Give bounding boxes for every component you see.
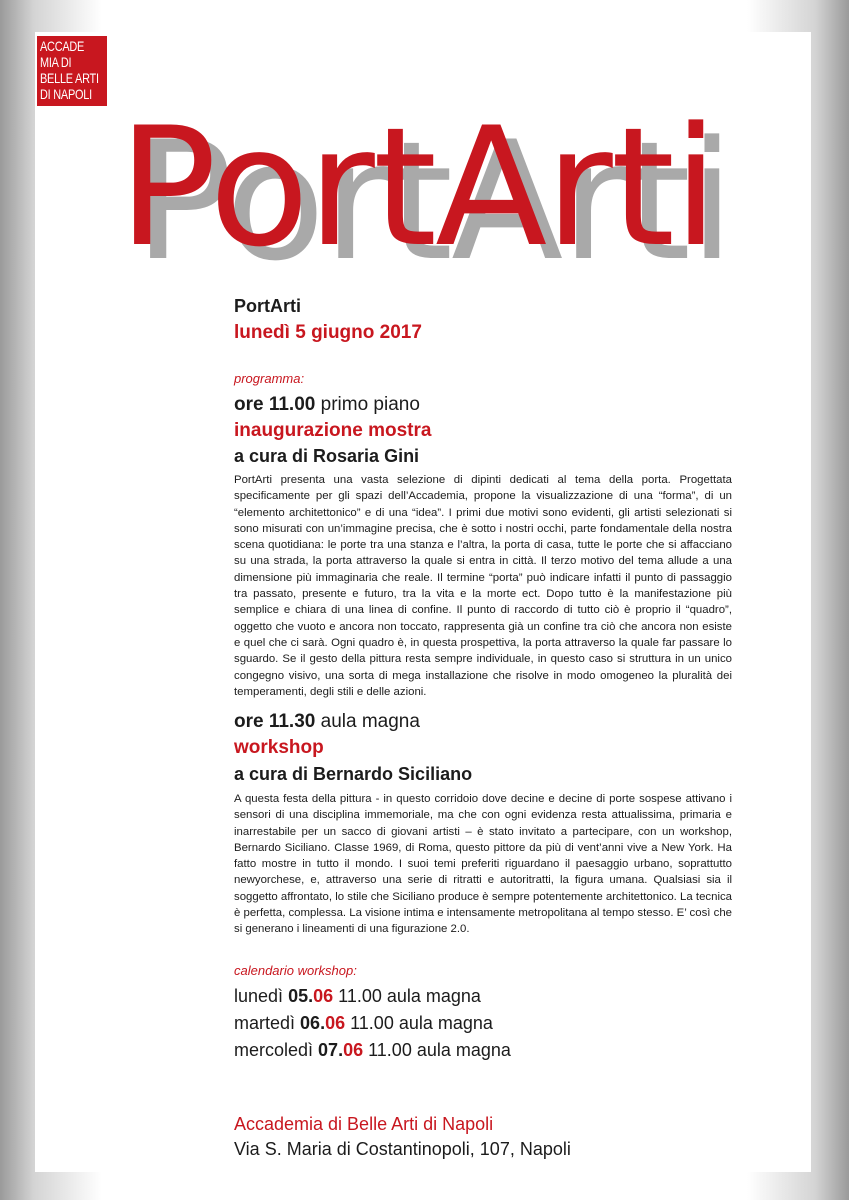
calendar-time-place: 11.00 aula magna xyxy=(338,986,481,1006)
poster-title: PortArti xyxy=(118,92,717,283)
logo-line-4: DI NAPOLI xyxy=(40,86,92,102)
footer-address: Via S. Maria di Costantinopoli, 107, Napoli xyxy=(234,1139,571,1159)
event1-time: ore 11.00 xyxy=(234,394,316,415)
logo-line-3: BELLE ARTI xyxy=(40,70,99,86)
calendar-date-month: 06 xyxy=(343,1040,364,1060)
event-date: lunedì 5 giugno 2017 xyxy=(234,322,422,343)
academy-logo xyxy=(37,36,107,106)
footer-academy-name: Accademia di Belle Arti di Napoli xyxy=(234,1114,494,1134)
calendar-row xyxy=(234,1013,732,1034)
calendar-day: martedì xyxy=(234,1013,296,1033)
calendar-date-month: 06 xyxy=(325,1013,346,1033)
event1-title: inaugurazione mostra xyxy=(234,420,432,441)
calendar-time-place: 11.00 aula magna xyxy=(368,1040,511,1060)
event1-description: PortArti presenta una vasta selezione di dipinti dedicati al tema della porta. Progettata specificamente per gli spazi dell’Accademia, propone la visualizzazione di una “forma”, di un “elemento architettonico” e di una “idea”. I primi due motivi sono evidenti, gli artisti selezionati si sono misurati con un’immagine precisa, che è sotto i nostri occhi, parte fondamentale della nostra scena quotidiana: le porte tra una stanza e l’altra, la porta di casa, tutte le porte che si affacciano su una strada, la porta attraverso la quale si entra in città. Il terzo motivo del tema allude a una dimensione più immaginaria che reale. Il termine “porta” può indicare infatti il punto di passaggio tra passato, presente e futuro, tra la vita e la morte ect. Dopo tutto è la manifestazione più semplice e chiara di una linea di confine. Il punto di raccordo di tutto ciò è proprio il “quadro”, oggetto che vuoto e ancora non toccato, rappresenta già un confine tra ciò che ancora non esiste e quel che ci sarà. Ogni quadro è, in questa prospettiva, la porta attraverso la quale far passare lo sguardo. Se il gesto della pittura resta sempre individuale, in questo caso si struttura in un unico congegno visivo, una sorta di mega installazione che risolve in modo omogeneo la pluralità dei temperamenti, degli stili e delle azioni. xyxy=(234,474,732,698)
event1-place: primo piano xyxy=(320,394,420,415)
calendar-row xyxy=(234,1040,732,1061)
event2-place: aula magna xyxy=(320,711,420,732)
event2-curator: a cura di Bernardo Siciliano xyxy=(234,764,473,784)
event1-curator: a cura di Rosaria Gini xyxy=(234,446,420,466)
calendar-day: mercoledì xyxy=(234,1040,314,1060)
logo-line-2: MIA DI xyxy=(40,54,72,70)
calendar-date-day: 06. xyxy=(300,1013,326,1033)
event1-time-line xyxy=(234,394,732,416)
calendar-time-place: 11.00 aula magna xyxy=(350,1013,493,1033)
calendar-date-month: 06 xyxy=(313,986,334,1006)
calendar-row xyxy=(234,986,732,1007)
logo-line-1: ACCADE xyxy=(40,38,85,54)
event2-description: A questa festa della pittura - in questo corridoio dove decine e decine di porte sospese attivano i sensori di una disciplina immemoriale, ma che con ogni evidenza resta attualissima, primaria e inarrestabile per un sacco di giovani artisti – è stato invitato a partecipare, con un workshop, Bernardo Siciliano. Classe 1969, di Roma, questo pittore da più di vent’anni vive a New York. Ha fatto mostre in tutto il mondo. I suoi temi preferiti riguardano il paesaggio urbano, soprattutto newyorchese, e, attraverso una serie di ritratti e autoritratti, la figura umana. Qualsiasi sia il soggetto affrontato, lo stile che Siciliano produce è sempre potentemente architettonico. La tecnica è perfetta, complessa. La visione intima e intensamente metropolitana al tempo stesso. E’ così che si generano i lineamenti di una figurazione 2.0. xyxy=(234,793,732,936)
event2-title: workshop xyxy=(234,737,324,758)
calendar-date-day: 07. xyxy=(318,1040,344,1060)
event-name: PortArti xyxy=(234,296,301,316)
program-label: programma: xyxy=(234,371,305,386)
calendar-day: lunedì xyxy=(234,986,284,1006)
calendar-label: calendario workshop: xyxy=(234,963,357,978)
event2-time: ore 11.30 xyxy=(234,711,316,732)
event2-time-line xyxy=(234,711,732,733)
calendar-date-day: 05. xyxy=(288,986,314,1006)
